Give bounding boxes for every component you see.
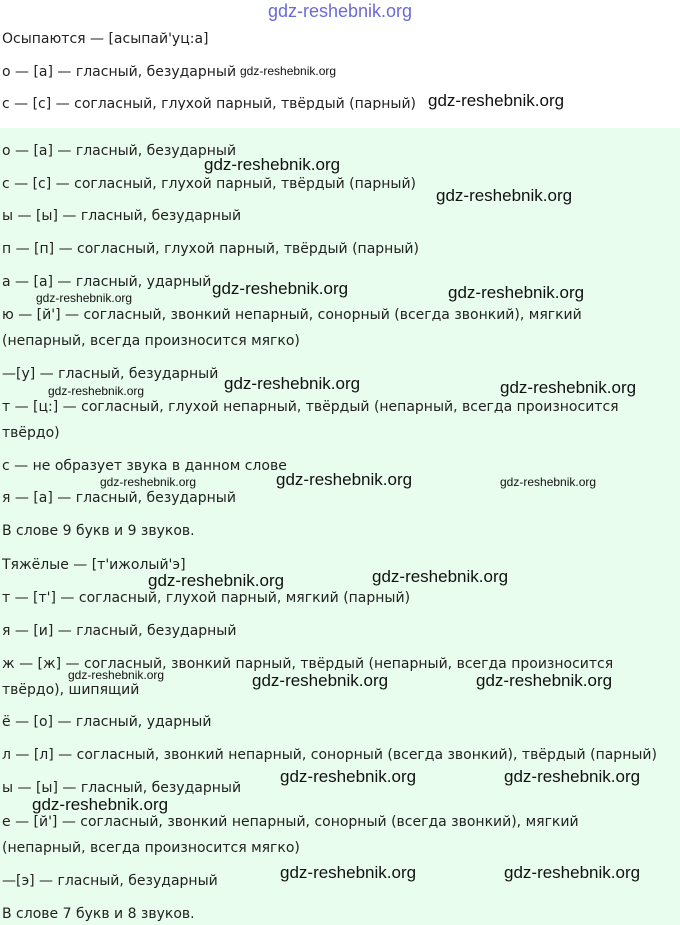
watermark: gdz-reshebnik.org	[240, 64, 337, 78]
text-line: е — [й'] — согласный, звонкий непарный, сонорный (всегда звонкий), мягкий	[2, 814, 579, 830]
watermark: gdz-reshebnik.org	[280, 863, 417, 882]
text-line: я — [и] — гласный, безударный	[2, 623, 237, 639]
watermark: gdz-reshebnik.org	[504, 863, 641, 882]
watermark: gdz-reshebnik.org	[276, 470, 413, 489]
watermark: gdz-reshebnik.org	[504, 767, 641, 786]
text-line: о — [а] — гласный, безударный	[2, 64, 237, 80]
text-line: —[у] — гласный, безударный	[2, 366, 219, 382]
watermark: gdz-reshebnik.org	[36, 291, 133, 305]
text-line: твёрдо)	[2, 425, 60, 441]
word-line: Тяжёлые — [т'ижолый'э]	[2, 557, 186, 573]
text-line: ю — [й'] — согласный, звонкий непарный, сонорный (всегда звонкий), мягкий	[2, 307, 582, 323]
watermark: gdz-reshebnik.org	[32, 795, 169, 814]
watermark: gdz-reshebnik.org	[280, 767, 417, 786]
watermark: gdz-reshebnik.org	[48, 384, 145, 398]
watermark: gdz-reshebnik.org	[148, 571, 285, 590]
watermark: gdz-reshebnik.org	[428, 91, 565, 110]
watermark: gdz-reshebnik.org	[252, 671, 389, 690]
summary-line: В слове 7 букв и 8 звуков.	[2, 906, 195, 922]
text-line: с — не образует звука в данном слове	[2, 458, 287, 474]
watermark: gdz-reshebnik.org	[212, 279, 349, 298]
watermark: gdz-reshebnik.org	[436, 186, 573, 205]
text-line: ы — [ы] — гласный, безударный	[2, 780, 242, 796]
text-line: л — [л] — согласный, звонкий непарный, сонорный (всегда звонкий), твёрдый (парный)	[2, 747, 657, 763]
text-line: ж — [ж] — согласный, звонкий парный, твёрдый (непарный, всегда произносится	[2, 656, 614, 672]
text-line: —[э] — гласный, безударный	[2, 873, 218, 889]
word-line: Осыпаются — [асыпай'уц:а]	[2, 31, 209, 47]
text-line: а — [а] — гласный, ударный	[2, 274, 212, 290]
watermark: gdz-reshebnik.org	[372, 567, 509, 586]
watermark: gdz-reshebnik.org	[68, 668, 165, 682]
text-line: о — [а] — гласный, безударный	[2, 143, 237, 159]
text-line: с — [с] — согласный, глухой парный, твёрдый (парный)	[2, 176, 417, 192]
watermark: gdz-reshebnik.org	[100, 475, 197, 489]
watermark: gdz-reshebnik.org	[224, 374, 361, 393]
text-line: т — [ц:] — согласный, глухой непарный, твёрдый (непарный, всегда произносится	[2, 399, 619, 415]
text-line: (непарный, всегда произносится мягко)	[2, 840, 300, 856]
site-header: gdz-reshebnik.org	[267, 1, 413, 21]
text-line: ё — [о] — гласный, ударный	[2, 714, 212, 730]
cut-off-line: с — [с] — согласный, глухой парный, твёрдый (парный)	[2, 96, 417, 110]
text-line: т — [т'] — согласный, глухой парный, мягкий (парный)	[2, 590, 411, 606]
watermark: gdz-reshebnik.org	[500, 475, 597, 489]
text-line: п — [п] — согласный, глухой парный, твёрдый (парный)	[2, 241, 419, 257]
watermark: gdz-reshebnik.org	[500, 378, 637, 397]
text-line: я — [а] — гласный, безударный	[2, 490, 236, 506]
watermark: gdz-reshebnik.org	[448, 283, 585, 302]
summary-line: В слове 9 букв и 9 звуков.	[2, 523, 195, 539]
watermark: gdz-reshebnik.org	[476, 671, 613, 690]
text-line: твёрдо), шипящий	[2, 682, 140, 698]
text-line: ы — [ы] — гласный, безударный	[2, 208, 242, 224]
text-line: (непарный, всегда произносится мягко)	[2, 333, 300, 349]
watermark: gdz-reshebnik.org	[204, 155, 341, 174]
